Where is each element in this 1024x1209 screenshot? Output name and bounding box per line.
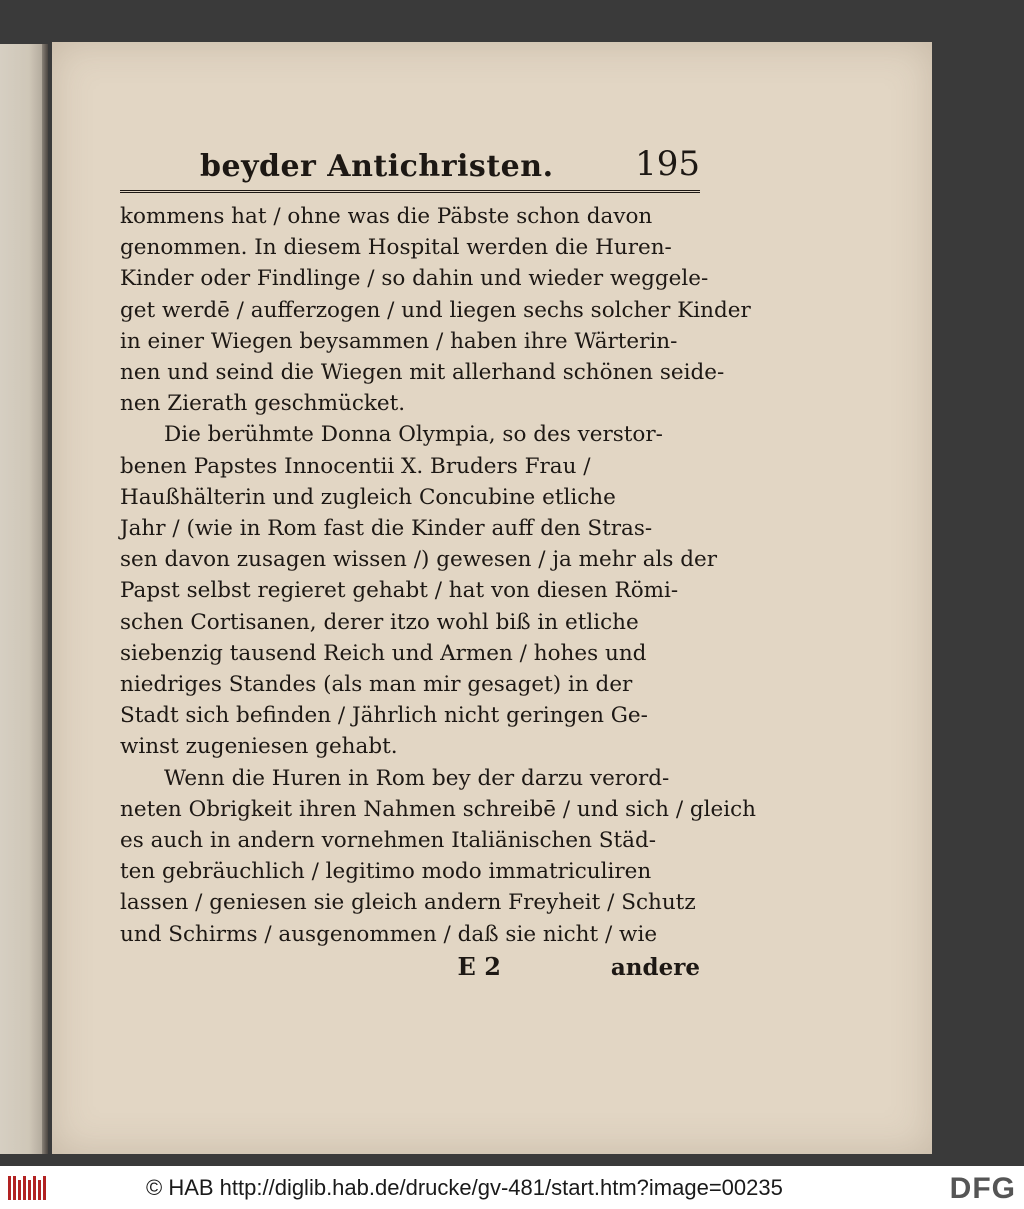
text-line: nen Zierath geschmücket. xyxy=(120,391,406,417)
text-line: lassen / geniesen sie gleich andern Freyheit / Schutz xyxy=(120,890,696,916)
text-line: Kinder oder Findlinge / so dahin und wieder weggele- xyxy=(120,266,709,292)
text-line: sen davon zusagen wissen /) gewesen / ja mehr als der xyxy=(120,547,718,573)
text-line: Stadt sich befinden / Jährlich nicht geringen Ge- xyxy=(120,703,648,729)
text-line: Jahr / (wie in Rom fast die Kinder auff den Stras- xyxy=(120,516,653,542)
body-text xyxy=(120,201,757,950)
text-line: Haußhälterin und zugleich Concubine etliche xyxy=(120,484,616,510)
signature-mark: E 2 xyxy=(457,951,501,981)
text-paragraphs xyxy=(120,201,757,950)
text-line: Wenn die Huren in Rom bey der darzu verord- xyxy=(164,765,670,791)
text-line: in einer Wiegen beysammen / haben ihre Wärterin- xyxy=(120,328,678,354)
book-page xyxy=(52,42,932,1154)
page-gutter-shadow xyxy=(42,44,48,1154)
dfg-logo: DFG xyxy=(949,1172,1016,1205)
text-line: winst zugeniesen gehabt. xyxy=(120,734,398,760)
text-line: und Schirms / ausgenommen / daß sie nicht / wie xyxy=(120,921,658,947)
text-line: neten Obrigkeit ihren Nahmen schreibē / und sich / gleich xyxy=(120,796,757,822)
previous-page-edge xyxy=(0,44,48,1154)
text-line: genommen. In diesem Hospital werden die Huren- xyxy=(120,235,672,261)
text-line: nen und seind die Wiegen mit allerhand schönen seide- xyxy=(120,360,725,386)
text-line: Papst selbst regieret gehabt / hat von diesen Römi- xyxy=(120,578,679,604)
text-line: schen Cortisanen, derer itzo wohl biß in etliche xyxy=(120,609,639,635)
text-line: Die berühmte Donna Olympia, so des verstor- xyxy=(164,422,663,448)
page-content xyxy=(120,128,757,984)
text-line: niedriges Standes (als man mir gesaget) in der xyxy=(120,672,633,698)
text-line: kommens hat / ohne was die Päbste schon davon xyxy=(120,204,653,229)
text-line: ten gebräuchlich / legitimo modo immatriculiren xyxy=(120,859,652,885)
header-rule xyxy=(120,190,700,193)
citation-link[interactable]: © HAB http://diglib.hab.de/drucke/gv-481/start.htm?image=00235 xyxy=(146,1175,783,1200)
hab-logo-icon xyxy=(6,1172,48,1204)
page-footer xyxy=(120,952,700,984)
text-line: siebenzig tausend Reich und Armen / hohes und xyxy=(120,640,647,666)
running-head: beyder Antichristen. xyxy=(200,149,554,184)
text-line: es auch in andern vornehmen Italiänischen Städ- xyxy=(120,828,657,854)
page-number: 195 xyxy=(635,144,700,184)
text-line: get werdē / aufferzogen / und liegen sechs solcher Kinder xyxy=(120,297,751,323)
page-header xyxy=(120,128,700,184)
citation-bar xyxy=(0,1166,1024,1209)
text-line: benen Papstes Innocentii X. Bruders Frau / xyxy=(120,453,591,479)
catchword: andere xyxy=(610,953,700,981)
